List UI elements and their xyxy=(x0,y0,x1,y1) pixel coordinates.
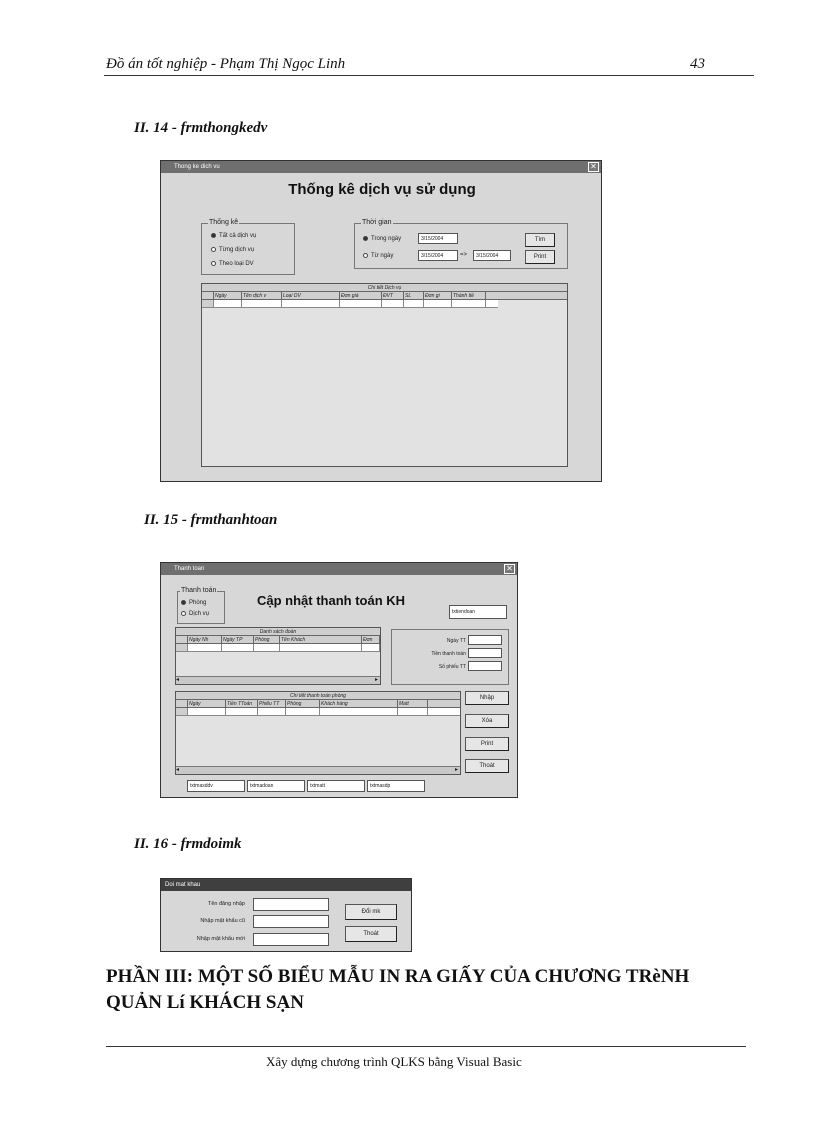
header-title: Đồ án tốt nghiệp - Phạm Thị Ngọc Linh xyxy=(106,56,346,72)
grid-caption: Chi tiết thanh toán phòng xyxy=(176,692,460,700)
sophieu-input[interactable] xyxy=(468,661,502,671)
title-bar xyxy=(161,161,601,173)
col-header: Matt xyxy=(398,700,428,707)
thoat-button[interactable]: Thoát xyxy=(465,759,509,773)
grid-chitiet-dichvu[interactable] xyxy=(201,283,568,467)
col-header: ĐVT xyxy=(382,292,404,299)
masdp-input[interactable]: txtmasdp xyxy=(367,780,425,792)
radio-icon xyxy=(363,253,368,258)
grid-header xyxy=(202,292,567,300)
radio-dichvu[interactable]: Dịch vụ xyxy=(181,611,209,617)
window-title: Thanh toan xyxy=(174,566,205,572)
title-bar xyxy=(161,563,517,575)
section-14-title: II. 14 - frmthongkedv xyxy=(134,120,268,136)
matt-input[interactable]: txtmatt xyxy=(307,780,365,792)
tim-button[interactable]: Tìm xyxy=(525,233,555,247)
window-thanhtoan xyxy=(160,562,518,798)
group-label: Thống kê xyxy=(209,219,239,226)
label-tendangnhap: Tên đăng nhập xyxy=(207,901,245,907)
title-bar xyxy=(161,879,411,891)
radio-selected-icon xyxy=(363,236,368,241)
group-label: Thanh toán xyxy=(181,587,217,594)
group-thongke xyxy=(201,219,295,275)
col-header: Ngày Nh xyxy=(188,636,222,643)
radio-selected-icon xyxy=(181,600,186,605)
grid-danhsach-doan[interactable] xyxy=(175,627,381,685)
masddv-input[interactable]: txtmasddv xyxy=(187,780,245,792)
username-input[interactable] xyxy=(253,898,329,911)
section-16-title: II. 16 - frmdoimk xyxy=(134,836,242,852)
grid-caption: Danh sách đoàn xyxy=(176,628,380,636)
col-header: Ngày xyxy=(188,700,226,707)
col-header: Tên dịch v xyxy=(242,292,282,299)
horizontal-scrollbar[interactable] xyxy=(176,676,380,684)
col-header: Ngày xyxy=(214,292,242,299)
close-icon[interactable]: ✕ xyxy=(504,564,515,574)
form-heading: Cập nhật thanh toán KH xyxy=(257,593,406,608)
thoat-button[interactable]: Thoát xyxy=(345,926,397,942)
group-label: Thời gian xyxy=(362,219,392,226)
col-header: Khách hàng xyxy=(320,700,398,707)
group-thanhtoan xyxy=(177,587,225,624)
date-trongngay-input[interactable]: 3/15/2004 xyxy=(418,233,458,244)
nhap-button[interactable]: Nhập xyxy=(465,691,509,705)
col-header: Đơn giá xyxy=(340,292,382,299)
table-row[interactable] xyxy=(202,300,498,308)
date-from-input[interactable]: 3/15/2004 xyxy=(418,250,458,261)
new-password-input[interactable] xyxy=(253,933,329,946)
print-button[interactable]: Print xyxy=(525,250,555,264)
scroll-left-icon[interactable]: ◂ xyxy=(176,767,180,773)
footer-divider xyxy=(106,1046,746,1047)
tienthanhtoan-input[interactable] xyxy=(468,648,502,658)
grid-caption: Chi tiết Dịch vụ xyxy=(202,284,567,292)
col-header: Phòng xyxy=(286,700,320,707)
radio-icon xyxy=(211,247,216,252)
ngaytt-input[interactable] xyxy=(468,635,502,645)
table-row[interactable] xyxy=(176,644,380,652)
header-divider xyxy=(104,75,754,76)
close-icon[interactable]: ✕ xyxy=(588,162,599,172)
old-password-input[interactable] xyxy=(253,915,329,928)
window-thongkedv xyxy=(160,160,602,482)
col-header: Tên Khách xyxy=(280,636,362,643)
grid-header xyxy=(176,636,380,644)
col-header: Đơn gi xyxy=(424,292,452,299)
doimk-button[interactable]: Đổi mk xyxy=(345,904,397,920)
col-header: Đơn xyxy=(362,636,380,643)
label-matkhaumoi: Nhập mật khẩu mới xyxy=(196,936,245,942)
col-header: Ngày TP xyxy=(222,636,254,643)
col-header: Loại DV xyxy=(282,292,340,299)
footer-text: Xây dựng chương trình QLKS bằng Visual Basic xyxy=(266,1054,522,1069)
label-matkhaucu: Nhập mật khẩu cũ xyxy=(200,918,245,924)
madoan-input[interactable]: txtmadoan xyxy=(247,780,305,792)
window-title: Thong ke dich vu xyxy=(174,164,220,170)
col-header: SL xyxy=(404,292,424,299)
section-15-title: II. 15 - frmthanhtoan xyxy=(144,512,278,528)
tiendoan-input[interactable]: txtiendoan xyxy=(449,605,507,619)
radio-trongngay[interactable]: Trong ngày xyxy=(363,236,401,242)
window-doimk xyxy=(160,878,412,952)
radio-tungay[interactable]: Từ ngày xyxy=(363,253,393,259)
label-ngaytt: Ngày TT xyxy=(446,638,466,644)
scroll-left-icon[interactable]: ◂ xyxy=(176,677,180,683)
window-title: Doi mat khau xyxy=(165,882,201,888)
col-header: Phòng xyxy=(254,636,280,643)
scroll-right-icon[interactable]: ▸ xyxy=(454,767,458,773)
col-header: Tiền TToán xyxy=(226,700,258,707)
xoa-button[interactable]: Xóa xyxy=(465,714,509,728)
date-to-input[interactable]: 3/15/2004 xyxy=(473,250,511,261)
col-header: Phiếu TT xyxy=(258,700,286,707)
scroll-right-icon[interactable]: ▸ xyxy=(374,677,378,683)
radio-tatca[interactable]: Tất cả dịch vụ xyxy=(211,233,256,239)
radio-tungdv[interactable]: Từng dịch vụ xyxy=(211,247,254,253)
form-heading: Thống kê dịch vụ sử dụng xyxy=(288,181,476,198)
radio-phong[interactable]: Phòng xyxy=(181,600,206,606)
part-heading: PHẦN III: MỘT SỐ BIỂU MẪU IN RA GIẤY CỦA CHƯƠNG TRèNH QUẢN Lí KHÁCH SẠN xyxy=(106,966,690,1013)
label-tienthanhtoan: Tiền thanh toán xyxy=(431,651,466,657)
horizontal-scrollbar[interactable] xyxy=(176,766,460,774)
grid-header xyxy=(176,700,460,708)
radio-icon xyxy=(181,611,186,616)
radio-icon xyxy=(211,261,216,266)
group-thoigian xyxy=(354,219,568,269)
table-row[interactable] xyxy=(176,708,460,716)
label-sophieu: Số phiếu TT xyxy=(438,664,466,670)
arrow-label: => xyxy=(460,252,468,258)
group-thongtin-thanhtoan xyxy=(391,629,509,685)
grid-chitiet-thanhtoan[interactable] xyxy=(175,691,461,775)
page-number: 43 xyxy=(690,56,705,72)
radio-theoloai[interactable]: Theo loại DV xyxy=(211,261,254,267)
col-header: Thành tiề xyxy=(452,292,486,299)
print-button[interactable]: Print xyxy=(465,737,509,751)
radio-selected-icon xyxy=(211,233,216,238)
